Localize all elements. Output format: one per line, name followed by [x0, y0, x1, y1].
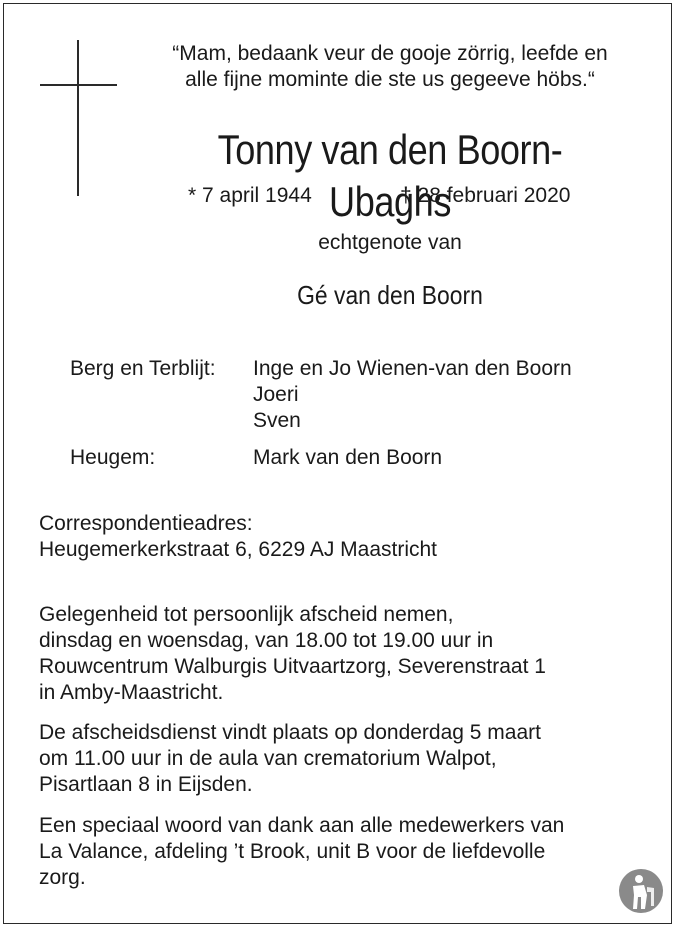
- deceased-name: Tonny van den Boorn-Ubaghs: [217, 126, 563, 225]
- cross-icon-horizontal: [40, 84, 117, 86]
- paragraph-line: zorg.: [39, 866, 86, 889]
- death-date: † 28 februari 2020: [400, 184, 571, 207]
- correspondence-label: Correspondentieadres:: [39, 512, 253, 535]
- family-place-heugem: Heugem:: [70, 446, 156, 469]
- paragraph-line: Rouwcentrum Walburgis Uitvaartzorg, Severenstraat 1: [39, 655, 546, 678]
- paragraph-line: in Amby-Maastricht.: [39, 681, 224, 704]
- spouse-label: echtgenote van: [318, 231, 462, 254]
- paragraph-line: De afscheidsdienst vindt plaats op donderdag 5 maart: [39, 721, 541, 744]
- paragraph-line: om 11.00 uur in de aula van crematorium Walpot,: [39, 747, 497, 770]
- memorial-figure-icon: [618, 868, 664, 914]
- spouse-name: Gé van den Boorn: [297, 280, 483, 310]
- paragraph-line: Gelegenheid tot persoonlijk afscheid nemen,: [39, 603, 454, 626]
- cross-icon-vertical: [77, 40, 79, 196]
- family-member: Inge en Jo Wienen-van den Boorn: [253, 357, 572, 380]
- family-member: Sven: [253, 409, 301, 432]
- paragraph-line: Pisartlaan 8 in Eijsden.: [39, 773, 253, 796]
- quote-line-1: “Mam, bedaank veur de gooje zörrig, leefde en: [172, 42, 608, 65]
- paragraph-line: dinsdag en woensdag, van 18.00 tot 19.00 uur in: [39, 629, 494, 652]
- paragraph-line: Een speciaal woord van dank aan alle medewerkers van: [39, 814, 565, 837]
- paragraph-line: La Valance, afdeling ’t Brook, unit B voor de liefdevolle: [39, 840, 546, 863]
- quote-line-2: alle fijne mominte die ste us gegeeve höbs.“: [185, 68, 595, 91]
- family-member: Joeri: [253, 383, 299, 406]
- correspondence-address: Heugemerkerkstraat 6, 6229 AJ Maastricht: [39, 538, 438, 561]
- family-member: Mark van den Boorn: [253, 446, 443, 469]
- family-place-berg-en-terblijt: Berg en Terblijt:: [70, 357, 216, 380]
- birth-date: * 7 april 1944: [188, 184, 312, 207]
